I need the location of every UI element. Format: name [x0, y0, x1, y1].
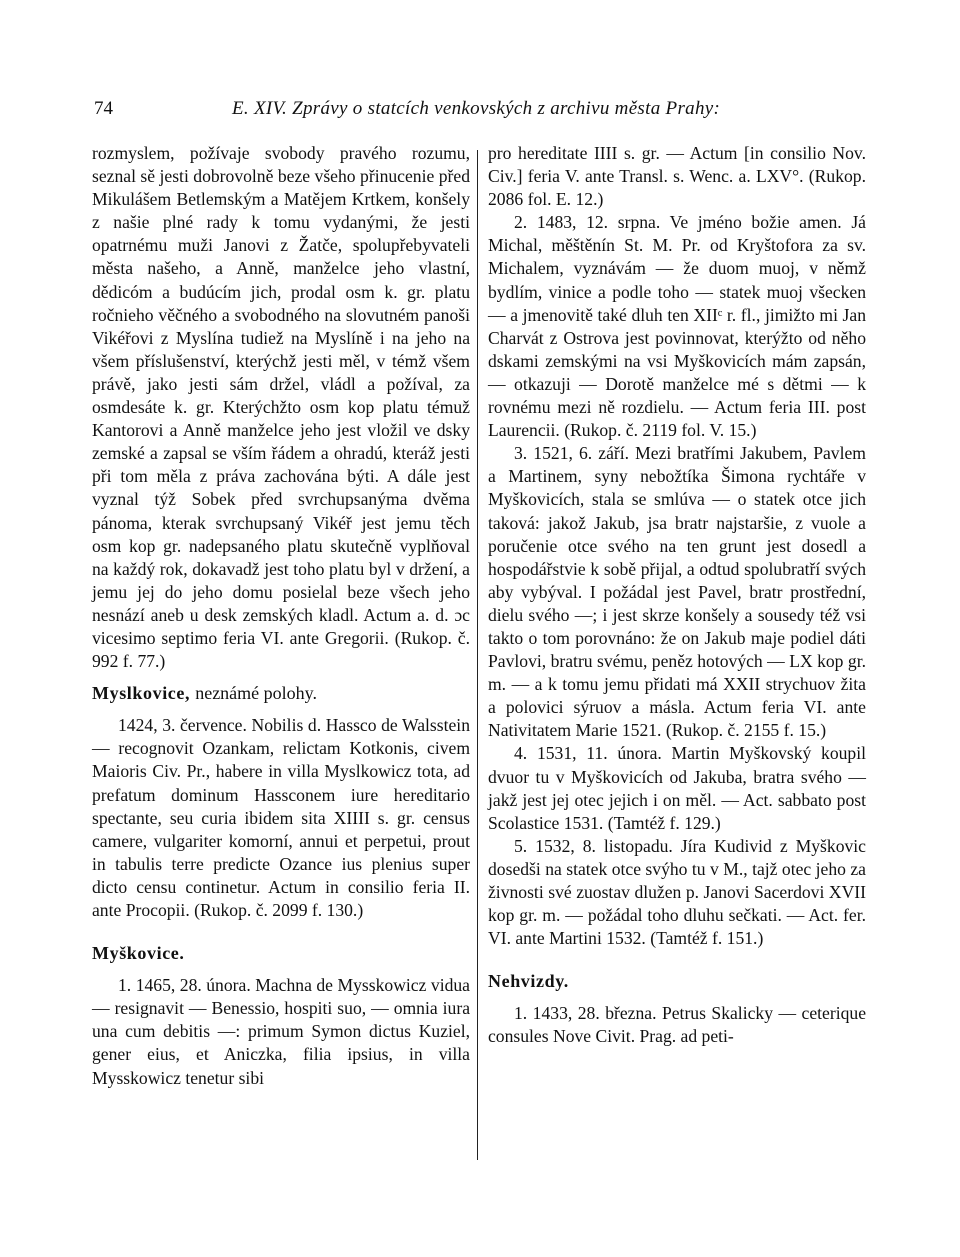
- paragraph-1465-continued: pro hereditate IIII s. gr. — Actum [in consilio Nov. Civ.] feria V. ante Transl. s. Wenc. a. LXV°. (Rukop. 2086 fol. E. 12.): [488, 143, 866, 210]
- section-heading-nehvizdy: Nehvizdy.: [488, 971, 569, 992]
- paragraph-1433: 1. 1433, 28. března. Petrus Skalicky — ceterique consules Nove Civit. Prag. ad peti-: [488, 1003, 866, 1047]
- heading-myslkovice-note: neznámé polohy.: [195, 683, 317, 704]
- section-heading-myslkovice: [92, 682, 470, 705]
- paragraph-1532: 5. 1532, 8. listopadu. Jíra Kudivid z Myškovic dosedši na statek otce svýho tu v M., tajž otec jeho za živnosti své zuostav dlužen p. Janovi Sacerdovi XVII kop gr. m. — požádal toho dluhu sečkati. — Act. fer. VI. ante Martini 1532. (Tamtéž f. 151.): [488, 835, 866, 949]
- left-column: [92, 142, 470, 1090]
- section-heading-myskovice: Myškovice.: [92, 943, 185, 964]
- paragraph-1483: 2. 1483, 12. srpna. Ve jméno božie amen. Já Michal, měštěnín St. M. Pr. od Kryštofora za sv. Michalem, vyznávám — že duom muoj, v němž bydlím, vinice a podle toho — statek muoj všecken — a jmenovitě také dluh ten XIIᶜ r. fl., jimižto mi Jan Charvát z Ostrova jest povinnovat, kterýžto od něho dskami zemskými na vsi Myškovicích mám zapsán, — otkazuji — Dorotě manželce mé s dětmi — k rovnému mezi ně rozdielu. — Actum feria III. post Laurencii. (Rukop. č. 2119 fol. V. 15.): [488, 212, 866, 441]
- page-header: [94, 98, 884, 128]
- running-title: E. XIV. Zprávy o statcích venkovských z archivu města Prahy:: [232, 98, 721, 119]
- right-column: [488, 142, 866, 1049]
- paragraph-1465: 1. 1465, 28. února. Machna de Mysskowicz vidua — resignavit — Benessio, hospiti suo, — omnia iura una cum debitis —: primum Symon dictus Kuziel, gener eius, et Aniczka, filia ipsius, in villa Mysskowicz tenetur sibi: [92, 975, 470, 1088]
- page-number: 74: [94, 98, 113, 119]
- heading-myslkovice-title: Myslkovice,: [92, 683, 191, 704]
- paragraph-1424: 1424, 3. července. Nobilis d. Hassco de Walsstein — recognovit Ozankam, relictam Kotkonis, civem Maioris Civ. Pr., habere in villa Myslkowicz tota, ad prefatum dominum Hassconem iure hereditario spectante, seu curia ibidem sita XIIII s. gr. census camere, vulgariter komorní, annui et perpetui, prout in tabulis terre predicte Ozance ius plenius super dicto censu continetur. Actum in consilio feria II. ante Procopii. (Rukop. č. 2099 f. 130.): [92, 715, 470, 920]
- paragraph-1531: 4. 1531, 11. února. Martin Myškovský koupil dvuor tu v Myškovicích od Jakuba, bratra svého — jakž jest jej otec jejich i on měl. — Act. sabbato post Scolastice 1531. (Tamtéž f. 129.): [488, 743, 866, 833]
- paragraph-1521: 3. 1521, 6. září. Mezi bratřími Jakubem, Pavlem a Martinem, syny nebožtíka Šimona rychtáře v Myškovicích, stala se smlúva — o statek otce jich taková: jakož Jakub, jsa bratr najstaršie, z vuole a poručenie otce svého na ten grunt jest dosedl a hospodářstvie k sobě přijal, a odtud spolubratří svých aby vybýval. I požádal jest Pavel, bratr prostřední, dielu svého —; i jest skrze konšely a sousedy též vsi takto o tom porovnáno: že on Jakub maje podiel dáti Pavlovi, bratru svému, peněz hotových — LX kop gr. m. — a k tomu jemu přidati má XXII strychuov žita a polovici sýruov a másla. Actum feria VI. ante Nativitatem Marie 1521. (Rukop. č. 2155 f. 15.): [488, 443, 866, 741]
- column-divider: [477, 150, 478, 1160]
- paragraph-continuation: rozmyslem, požívaje svobody pravého rozumu, seznal sě jesti dobrovolně beze všeho přinucenie před Mikulášem Betlemským a Matějem Krtkem, konšely z našie plné rady k tomu vydanými, že jesti opatrnému muži Janovi z Žatče, spolupřebyvateli města našeho, a Anně, manželce jeho vlastní, dědicóm a budúcím jich, prodal osm k. gr. platu ročnieho věčného a svobodného na slovutném panoši Vikéřovi z Myslína tudiež na Myslíně i na jeho na všem příslušenství, kterýchž jesti měl, v témž všem právě, jako jesti sám držel, vládl a požíval, za osmdesáte k. gr. Kterýchžto osm kop platu témuž Kantorovi a Anně manželce jeho jest vložil ve dsky zemské a zapsal se vším řádem a ohradú, kteráž jesti při tom měla z práva zachována býti. A dále jest vyznal týž Sobek před svrchupsanýma dvěma pánoma, kterak svrchupsaný Vikéř jest jemu těch osm kop gr. nadepsaného platu skutečně vyplňoval na každý rok, dokavadž jest toho platu byl v držení, a jemu jej do jeho domu posielal beze všech jeho nesnází aneb u desk zemských kladl. Actum a. d. ɔc vicesimo septimo feria VI. ante Gregorii. (Rukop. č. 992 f. 77.): [92, 143, 470, 672]
